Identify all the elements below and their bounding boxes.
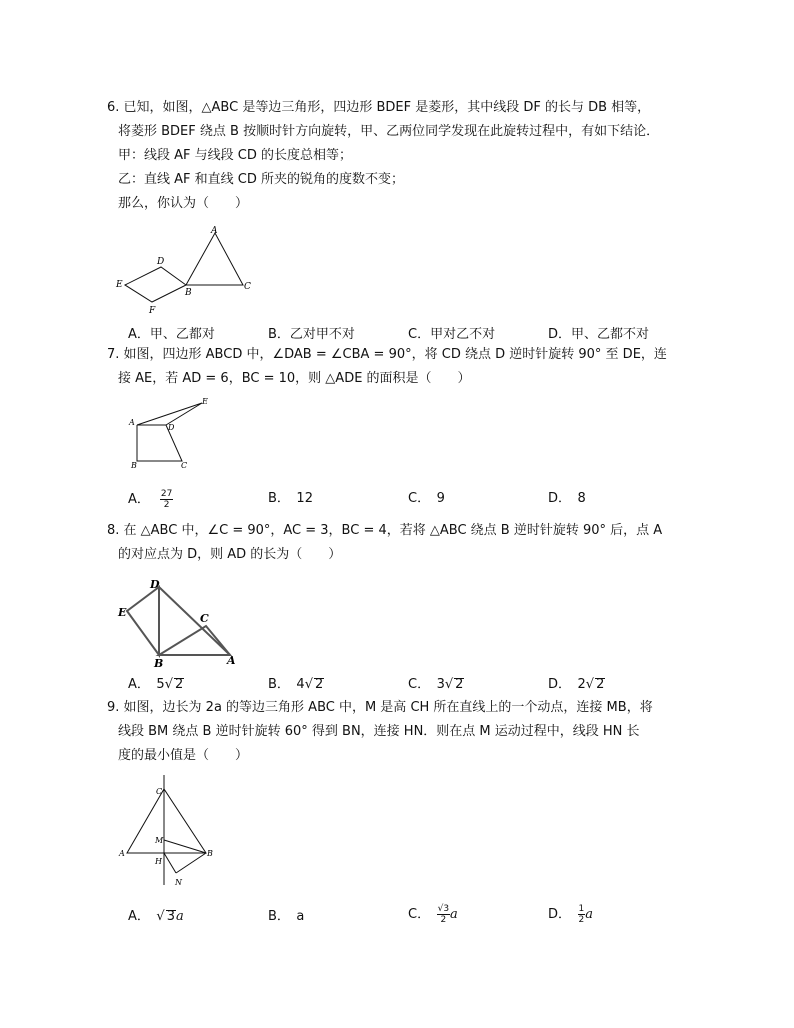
q8-segment-ad xyxy=(159,587,230,655)
q9-option-b: B． a xyxy=(268,909,305,924)
q9-segment-hn xyxy=(164,853,176,873)
q8-label-c: C xyxy=(200,612,209,625)
q8-option-a-radical-sign: √ xyxy=(164,677,173,692)
q9-option-c xyxy=(408,904,458,925)
q7-option-a-numerator: 27 xyxy=(160,489,173,499)
q7-label-e: E xyxy=(202,397,208,406)
q9-option-a-prefix: A． xyxy=(128,909,157,924)
q9-figure xyxy=(116,773,226,893)
q9-option-c-variable: a xyxy=(450,907,458,922)
q8-option-b-radical-sign: √ xyxy=(304,677,313,692)
q8-option-a-prefix: A． xyxy=(128,677,157,692)
q9-option-c-denominator: 2 xyxy=(440,915,447,925)
q7-label-c: C xyxy=(181,461,188,470)
q9-line-2: 线段 BM 绕点 B 逆时针旋转 60° 得到 BN，连接 HN．则在点 M 运动过程中，线段 HN 长 xyxy=(118,724,640,739)
q7-lines-ae-de xyxy=(137,403,202,425)
q6-label-b: B xyxy=(185,288,192,298)
q7-option-a-prefix: A． xyxy=(128,492,150,507)
q9-segment-mb xyxy=(164,840,206,853)
q6-option-d: D．甲、乙都不对 xyxy=(548,327,650,342)
q8-option-b-prefix: B． xyxy=(268,677,297,692)
q6-line-3: 甲：线段 AF 与线段 CD 的长度总相等； xyxy=(118,148,352,163)
q7-option-a xyxy=(128,489,173,510)
q7-option-a-denominator: 2 xyxy=(163,500,170,510)
q8-option-b-coef: 4 xyxy=(296,677,305,692)
q6-option-b: B．乙对甲不对 xyxy=(268,327,355,342)
q7-figure xyxy=(124,395,216,473)
q8-option-c xyxy=(408,676,464,694)
q6-line-5: 那么，你认为（ ） xyxy=(118,196,249,211)
q6-label-d: D xyxy=(157,257,165,267)
q9-label-c: C xyxy=(156,787,163,796)
q8-triangle-abc xyxy=(159,626,230,655)
q8-label-e: E xyxy=(118,606,127,619)
q6-label-f: F xyxy=(149,306,156,316)
q9-option-a-radical-sign: √ xyxy=(156,909,165,924)
q9-line-1: 9. 如图，边长为 2a 的等边三角形 ABC 中，M 是高 CH 所在直线上的一个动点，连接 MB，将 xyxy=(107,700,653,715)
q9-option-c-numerator: √3 xyxy=(437,904,450,914)
q9-option-a xyxy=(128,908,184,926)
q8-option-b-radicand: 2 xyxy=(315,677,324,692)
q8-triangle-dbe xyxy=(127,587,159,655)
q6-line-4: 乙：直线 AF 和直线 CD 所夹的锐角的度数不变； xyxy=(118,172,404,187)
q8-option-a-radicand: 2 xyxy=(174,677,184,692)
q6-triangle-abc xyxy=(186,233,243,285)
q7-label-a: A xyxy=(129,418,135,427)
q9-option-d xyxy=(548,904,593,925)
q8-figure xyxy=(114,574,244,670)
q9-segment-bn xyxy=(176,853,206,873)
q9-line-3: 度的最小值是（ ） xyxy=(118,748,249,763)
q9-option-d-variable: a xyxy=(585,907,594,922)
q6-rhombus-bdef xyxy=(125,267,186,302)
q6-option-a: A．甲、乙都对 xyxy=(128,327,215,342)
q9-option-d-denominator: 2 xyxy=(578,915,585,925)
q8-label-d: D xyxy=(150,578,160,591)
q8-option-d xyxy=(548,676,605,694)
q8-option-c-prefix: C． xyxy=(408,677,437,692)
q8-option-d-coef: 2 xyxy=(577,677,586,692)
q9-option-d-numerator: 1 xyxy=(578,904,585,914)
q9-label-a: A xyxy=(119,849,125,858)
q9-label-b: B xyxy=(207,849,213,858)
q9-option-a-variable: a xyxy=(175,909,184,924)
q6-option-c: C．甲对乙不对 xyxy=(408,327,496,342)
q6-label-c: C xyxy=(244,282,251,292)
q7-option-d: D． 8 xyxy=(548,491,586,506)
q9-label-n: N xyxy=(175,878,182,887)
q8-option-c-radical-sign: √ xyxy=(444,677,454,692)
q8-label-b: B xyxy=(154,657,164,670)
q7-line-2: 接 AE，若 AD = 6，BC = 10，则 △ADE 的面积是（ ） xyxy=(118,371,471,386)
q7-label-d: D xyxy=(168,423,175,432)
q6-label-a: A xyxy=(211,226,218,236)
q9-option-c-prefix: C． xyxy=(408,907,437,922)
q7-option-c: C． 9 xyxy=(408,491,445,506)
q9-label-m: M xyxy=(155,836,164,845)
q8-option-c-coef: 3 xyxy=(436,677,445,692)
q8-option-a-coef: 5 xyxy=(156,677,165,692)
q8-option-d-radicand: 2 xyxy=(596,677,605,692)
q8-label-a: A xyxy=(227,654,236,667)
q8-option-d-radical-sign: √ xyxy=(585,677,595,692)
q6-line-2: 将菱形 BDEF 绕点 B 按顺时针方向旋转，甲、乙两位同学发现在此旋转过程中，有如下结论． xyxy=(118,124,660,139)
q9-triangle-abc xyxy=(127,789,206,853)
q7-label-b: B xyxy=(131,461,137,470)
q7-option-a-fraction xyxy=(160,489,173,510)
q9-label-h: H xyxy=(155,857,162,866)
q7-line-1: 7. 如图，四边形 ABCD 中，∠DAB = ∠CBA = 90°，将 CD 绕点 D 逆时针旋转 90° 至 DE，连 xyxy=(107,347,667,362)
q6-figure xyxy=(112,225,262,320)
q6-line-1: 6. 已知，如图，△ABC 是等边三角形，四边形 BDEF 是菱形，其中线段 DF 的长与 DB 相等， xyxy=(107,100,651,115)
q7-quad-abcd xyxy=(137,425,182,461)
q8-option-b xyxy=(268,676,324,694)
q7-option-b: B． 12 xyxy=(268,491,313,506)
q8-option-c-radicand: 2 xyxy=(455,677,464,692)
q8-line-2: 的对应点为 D，则 AD 的长为（ ） xyxy=(118,547,342,562)
q9-option-c-fraction xyxy=(437,904,450,925)
q9-option-d-prefix: D． xyxy=(548,907,578,922)
q8-option-a xyxy=(128,676,184,694)
q9-option-a-radicand: 3 xyxy=(166,909,175,924)
q8-line-1: 8. 在 △ABC 中，∠C = 90°，AC = 3，BC = 4，若将 △ABC 绕点 B 逆时针旋转 90° 后，点 A xyxy=(107,523,663,538)
q8-option-d-prefix: D． xyxy=(548,677,578,692)
q6-label-e: E xyxy=(116,280,123,290)
